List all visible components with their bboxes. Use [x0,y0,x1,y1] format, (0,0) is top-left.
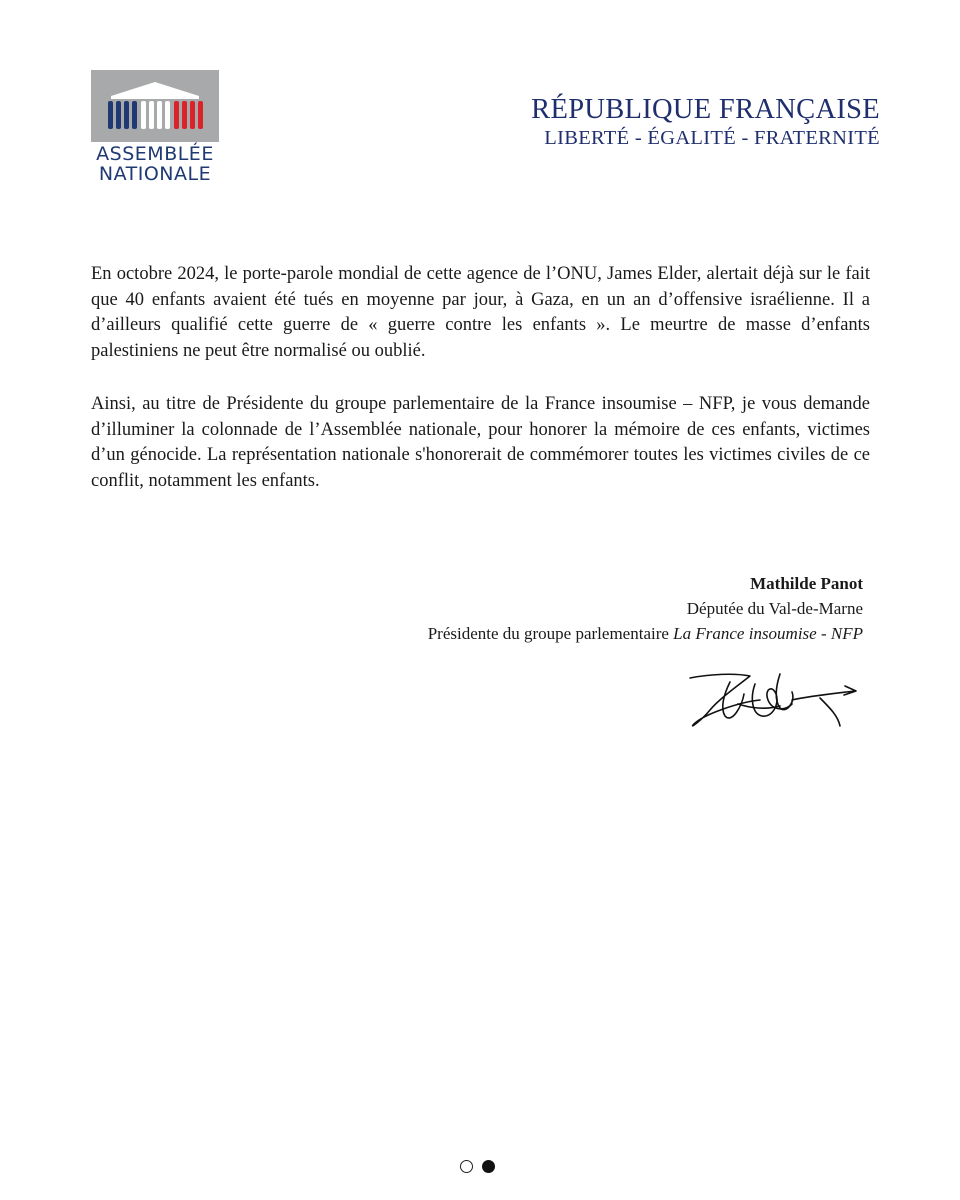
page-dot-2-icon[interactable] [482,1160,495,1173]
signatory-name: Mathilde Panot [750,574,863,593]
logo-text-line1: ASSEMBLÉE [96,143,214,165]
paragraph-1: En octobre 2024, le porte-parole mondial de cette agence de l’ONU, James Elder, alertait déjà sur le fait que 40 enfants avaient été tués en moyenne par jour, à Gaza, en un an d’offensive israélienne. Il a d’ailleurs qualifié cette guerre de « guerre contre les enfants ». Le meurtre de masse d’enfants palestiniens ne peut être normalisé ou oublié. [91,264,870,361]
signatory-role: Députée du Val-de-Marne [686,599,863,618]
signatory-group-name: La France insoumise - NFP [673,624,863,643]
handwritten-signature [680,664,865,739]
assemblee-nationale-logo [91,70,219,185]
paragraph-2: Ainsi, au titre de Présidente du groupe parlementaire de la France insoumise – NFP, je vous demande d’illuminer la colonnade de l’Assemblée nationale, pour honorer la mémoire de ces enfants, victimes d’un génocide. La représentation nationale s'honorerait de commémorer toutes les victimes civiles de ce conflit, notamment les enfants. [91,394,870,491]
republic-motto: LIBERTÉ - ÉGALITÉ - FRATERNITÉ [544,127,880,149]
logo-text-line2: NATIONALE [98,163,212,185]
signatory-group [428,621,863,646]
logo-emblem [91,70,219,142]
page-indicator [458,1159,502,1177]
page-dot-1-icon[interactable] [460,1160,473,1173]
republic-heading [531,94,880,150]
signature-block [428,571,863,646]
signatory-group-prefix: Présidente du groupe parlementaire [427,624,674,643]
republic-title: RÉPUBLIQUE FRANÇAISE [531,94,880,125]
colonnade-icon [91,70,219,142]
